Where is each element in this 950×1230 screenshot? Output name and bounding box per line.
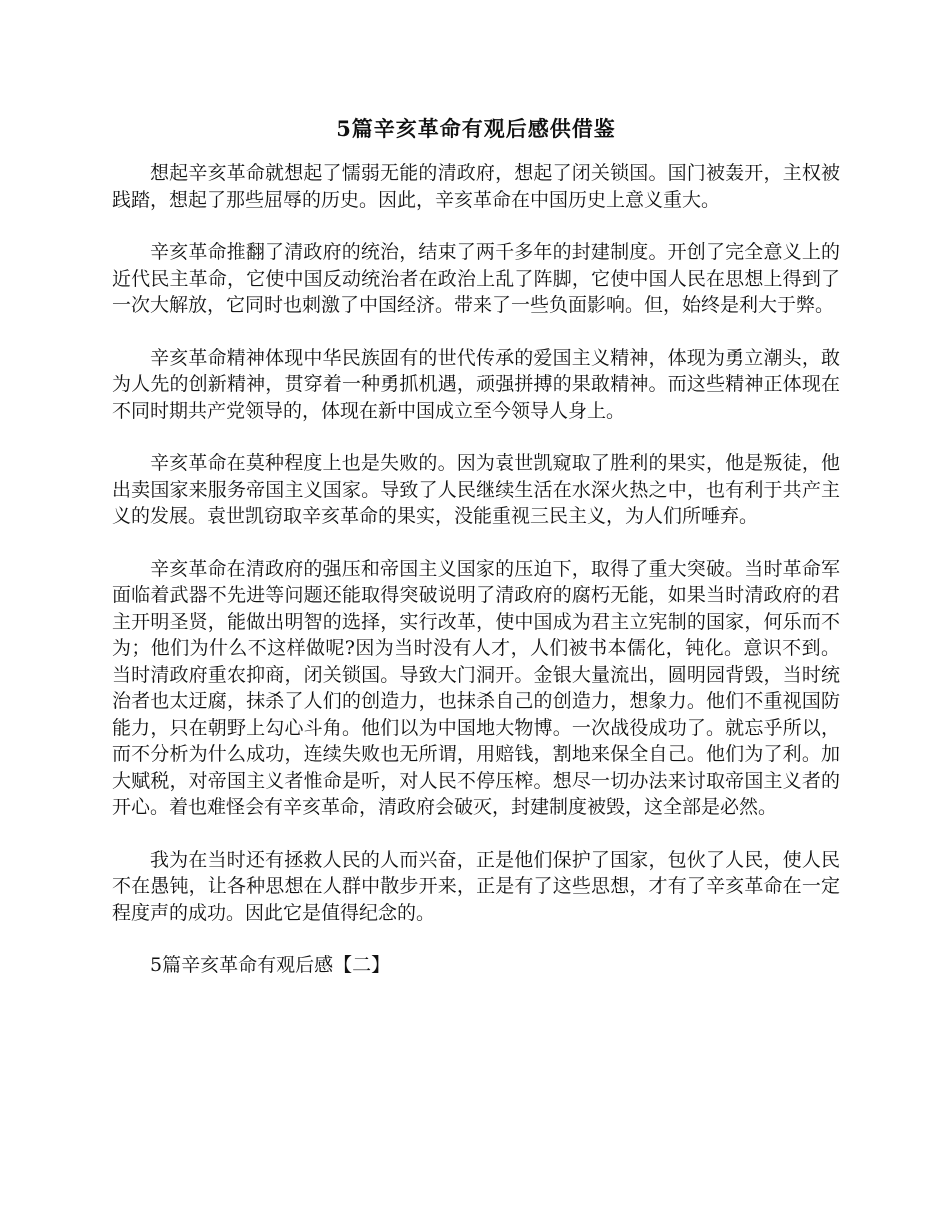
paragraph-2: 辛亥革命推翻了清政府的统治，结束了两千多年的封建制度。开创了完全意义上的近代民主革命，它使中国反动统治者在政治上乱了阵脚，它使中国人民在思想上得到了一次大解放，它同时也刺激了中国经济。带来了一些负面影响。但，始终是利大于弊。 (112, 241, 840, 316)
paragraph-1: 想起辛亥革命就想起了懦弱无能的清政府，想起了闭关锁国。国门被轰开，主权被践踏，想起了那些屈辱的历史。因此，辛亥革命在中国历史上意义重大。 (112, 162, 840, 211)
document-page (112, 112, 840, 979)
paragraph-4: 辛亥革命在莫种程度上也是失败的。因为袁世凯窥取了胜利的果实，他是叛徒，他出卖国家来服务帝国主义国家。导致了人民继续生活在水深火热之中，也有利于共产主义的发展。袁世凯窃取辛亥革命的果实，没能重视三民主义，为人们所唾弃。 (112, 452, 840, 527)
paragraph-6: 我为在当时还有拯救人民的人而兴奋，正是他们保护了国家，包伙了人民，使人民不在愚钝，让各种思想在人群中散步开来，正是有了这些思想，才有了辛亥革命在一定程度声的成功。因此它是值得纪念的。 (112, 848, 840, 924)
paragraph-5: 辛亥革命在清政府的强压和帝国主义国家的压迫下，取得了重大突破。当时革命军面临着武器不先进等问题还能取得突破说明了清政府的腐朽无能，如果当时清政府的君主开明圣贤，能做出明智的选择，实行改革，使中国成为君主立宪制的国家，何乐而不为；他们为什么不这样做呢?因为当时没有人才，人们被书本儒化，钝化。意识不到。当时清政府重农抑商，闭关锁国。导致大门洞开。金银大量流出，圆明园背毁，当时统治者也太迂腐，抹杀了人们的创造力，也抹杀自己的创造力，想象力。他们不重视国防能力，只在朝野上勾心斗角。他们以为中国地大物博。一次战役成功了。就忘乎所以，而不分析为什么成功，连续失败也无所谓，用赔钱，割地来保全自己。他们为了利。加大赋税，对帝国主义者惟命是听，对人民不停压榨。想尽一切办法来讨取帝国主义者的开心。着也难怪会有辛亥革命，清政府会破灭，封建制度被毁，这全部是必然。 (112, 557, 840, 818)
paragraph-3: 辛亥革命精神体现中华民族固有的世代传承的爱国主义精神，体现为勇立潮头，敢为人先的创新精神，贯穿着一种勇抓机遇，顽强拼搏的果敢精神。而这些精神正体现在不同时期共产党领导的，体现在新中国成立至今领导人身上。 (112, 346, 840, 422)
document-title: 5篇辛亥革命有观后感供借鉴 (336, 116, 616, 141)
section-subheading: 5篇辛亥革命有观后感【二】 (150, 954, 391, 976)
